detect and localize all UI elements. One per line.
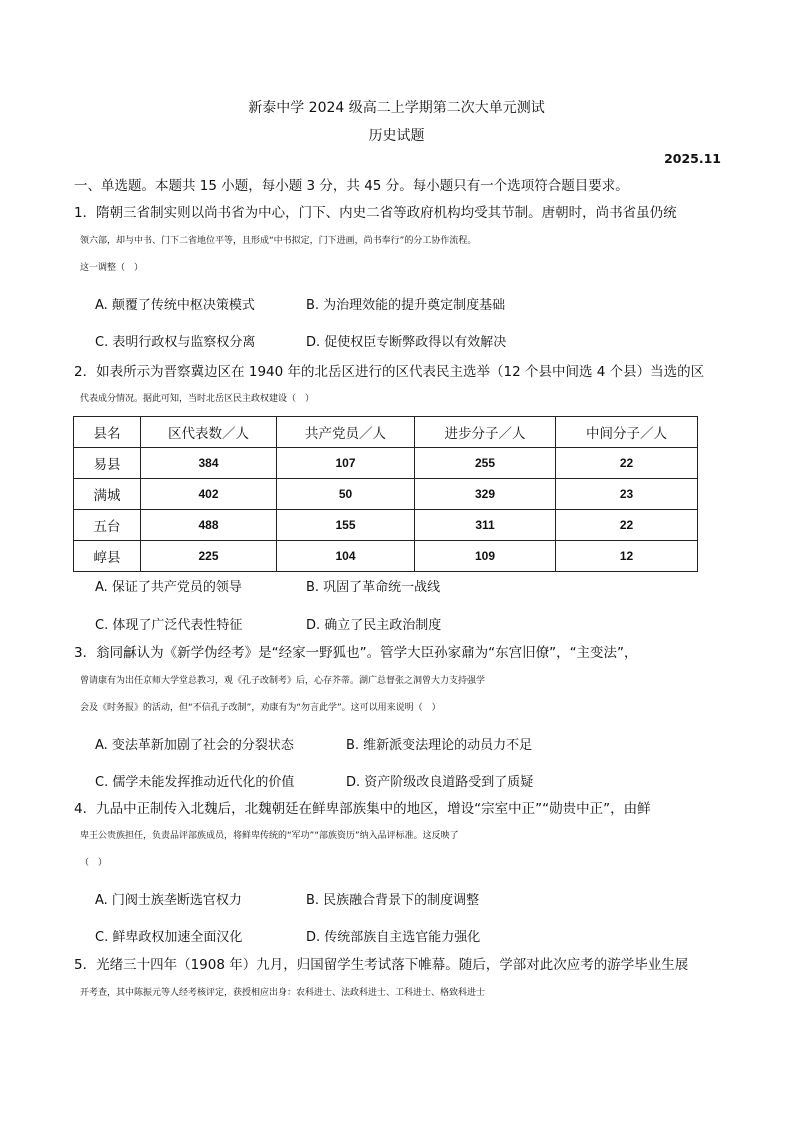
q4-line-1: 4．九品中正制传入北魏后，北魏朝廷在鲜卑部族集中的地区，增设“宗室中正”“勋贵中正”，由鲜 xyxy=(74,801,651,817)
table-header-progressives: 进步分子／人 xyxy=(415,417,556,448)
q4-option-c[interactable]: C. 鲜卑政权加速全面汉化 xyxy=(95,930,243,945)
q3-line-2: 曾请康有为出任京师大学堂总教习，观《孔子改制考》后，心存芥蒂。湖广总督张之洞曾大力支持强学 xyxy=(80,676,486,686)
table-cell: 104 xyxy=(277,541,415,572)
q3-option-d[interactable]: D. 资产阶级改良道路受到了质疑 xyxy=(346,775,534,790)
q4-line-3: （ ） xyxy=(80,858,108,868)
q2-option-a[interactable]: A. 保证了共产党员的领导 xyxy=(95,580,242,595)
q4-option-d[interactable]: D. 传统部族自主选官能力强化 xyxy=(306,930,481,945)
section-heading: 一、单选题。本题共 15 小题，每小题 3 分，共 45 分。每小题只有一个选项符合题目要求。 xyxy=(74,178,629,194)
table-cell-county: 易县 xyxy=(74,448,141,479)
table-cell: 225 xyxy=(141,541,277,572)
q1-option-c[interactable]: C. 表明行政权与监察权分离 xyxy=(95,335,256,350)
q1-option-a[interactable]: A. 颠覆了传统中枢决策模式 xyxy=(95,298,255,313)
exam-subtitle: 历史试题 xyxy=(368,128,425,144)
q3-line-3: 会及《时务报》的活动，但“不信孔子改制”，劝康有为“勿言此学”。这可以用来说明（ ） xyxy=(80,703,441,713)
q2-option-b[interactable]: B. 巩固了革命统一战线 xyxy=(306,580,441,595)
table-header-county: 县名 xyxy=(74,417,141,448)
table-row xyxy=(74,541,698,572)
q4-line-2: 卑王公贵族担任，负责品评部族成员，将鲜卑传统的“军功”“部族资历”纳入品评标准。这反映了 xyxy=(80,831,459,841)
table-cell: 22 xyxy=(556,510,698,541)
table-row xyxy=(74,510,698,541)
table-row xyxy=(74,479,698,510)
q3-line-1: 3．翁同龢认为《新学伪经考》是“经家一野狐也”。管学大臣孙家鼐为“东宫旧僚”，“主变法”， xyxy=(74,645,638,661)
table-cell: 255 xyxy=(415,448,556,479)
q3-option-c[interactable]: C. 儒学未能发挥推动近代化的价值 xyxy=(95,775,295,790)
table-cell: 384 xyxy=(141,448,277,479)
table-row xyxy=(74,448,698,479)
q2-option-c[interactable]: C. 体现了广泛代表性特征 xyxy=(95,618,243,633)
table-cell: 155 xyxy=(277,510,415,541)
table-cell: 329 xyxy=(415,479,556,510)
table-cell: 402 xyxy=(141,479,277,510)
q5-line-2: 开考查，其中陈振元等人经考核评定，获授相应出身：农科进士、法政科进士、工科进士、格致科进士 xyxy=(80,988,486,998)
q1-line-1: 1．隋朝三省制实则以尚书省为中心，门下、内史二省等政府机构均受其节制。唐朝时，尚书省虽仍统 xyxy=(74,205,677,221)
table-cell: 22 xyxy=(556,448,698,479)
q3-option-a[interactable]: A. 变法革新加剧了社会的分裂状态 xyxy=(95,738,294,753)
table-cell: 107 xyxy=(277,448,415,479)
q2-line-2: 代表成分情况。据此可知，当时北岳区民主政权建设（ ） xyxy=(80,394,315,404)
q2-option-d[interactable]: D. 确立了民主政治制度 xyxy=(306,618,442,633)
q4-option-a[interactable]: A. 门阀士族垄断选官权力 xyxy=(95,893,242,908)
table-cell-county: 五台 xyxy=(74,510,141,541)
table-cell: 311 xyxy=(415,510,556,541)
table-cell-county: 满城 xyxy=(74,479,141,510)
q2-line-1: 2．如表所示为晋察冀边区在 1940 年的北岳区进行的区代表民主选举（12 个县中间选 4 个县）当选的区 xyxy=(74,364,705,380)
table-cell: 109 xyxy=(415,541,556,572)
table-cell: 50 xyxy=(277,479,415,510)
table-header-representatives: 区代表数／人 xyxy=(141,417,277,448)
table-cell-county: 崞县 xyxy=(74,541,141,572)
q5-line-1: 5．光绪三十四年（1908 年）九月，归国留学生考试落下帷幕。随后，学部对此次应考的游学毕业生展 xyxy=(74,957,689,973)
table-cell: 488 xyxy=(141,510,277,541)
exam-title: 新泰中学 2024 级高二上学期第二次大单元测试 xyxy=(248,100,545,116)
election-table xyxy=(73,416,698,572)
q1-line-2: 领六部，却与中书、门下二省地位平等，且形成“中书拟定，门下进画，尚书奉行”的分工协作流程。 xyxy=(80,236,477,246)
exam-date: 2025.11 xyxy=(664,151,721,166)
table-header-row xyxy=(74,417,698,448)
q3-option-b[interactable]: B. 维新派变法理论的动员力不足 xyxy=(346,738,533,753)
table-cell: 12 xyxy=(556,541,698,572)
table-header-middle: 中间分子／人 xyxy=(556,417,698,448)
table-cell: 23 xyxy=(556,479,698,510)
table-header-party-members: 共产党员／人 xyxy=(277,417,415,448)
q4-option-b[interactable]: B. 民族融合背景下的制度调整 xyxy=(306,893,480,908)
q1-option-d[interactable]: D. 促使权臣专断弊政得以有效解决 xyxy=(306,335,507,350)
q1-option-b[interactable]: B. 为治理效能的提升奠定制度基础 xyxy=(306,298,506,313)
q1-line-3: 这一调整（ ） xyxy=(80,263,144,273)
